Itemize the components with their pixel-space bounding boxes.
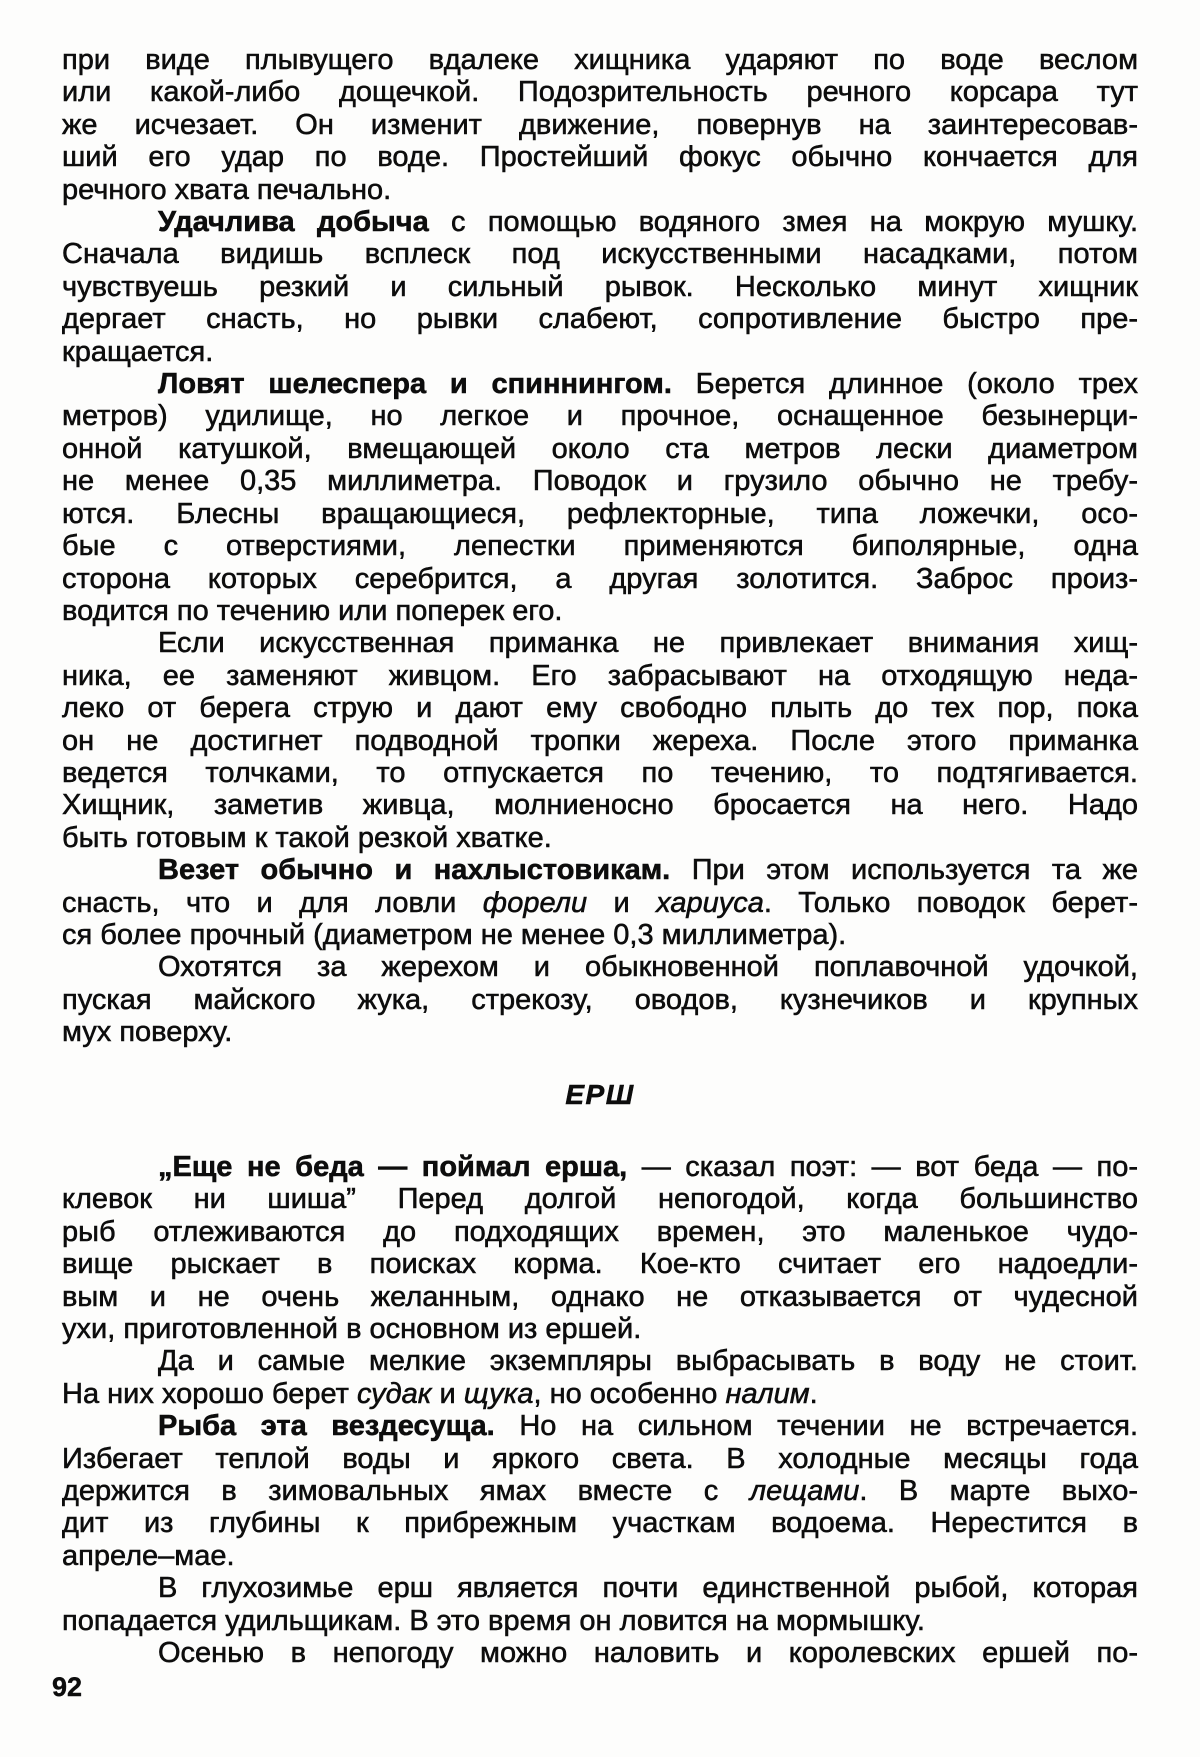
text-run: . xyxy=(809,1377,818,1410)
text-line xyxy=(62,1313,1138,1345)
paragraph xyxy=(62,854,1138,951)
text-run: Если искусственная приманка не привлекает внимания хищ- xyxy=(158,627,1138,660)
text-run: Везет обычно и нахлыстовикам. xyxy=(158,854,671,887)
text-run: дит из глубины к прибрежным участкам водоема. Нерестится в xyxy=(62,1507,1138,1540)
text-line xyxy=(62,627,1138,659)
text-line xyxy=(62,951,1138,983)
text-line xyxy=(62,174,1138,206)
text-run: хариуса xyxy=(656,886,764,919)
text-line xyxy=(62,1183,1138,1215)
text-run: бые с отверстиями, лепестки применяются биполярные, одна xyxy=(62,530,1138,563)
paragraph xyxy=(62,1151,1138,1345)
text-line xyxy=(62,1345,1138,1377)
text-run: Берется длинное (около трех xyxy=(671,368,1138,401)
text-run: При этом используется та же xyxy=(670,854,1138,887)
text-line xyxy=(62,1443,1138,1475)
text-run: налим xyxy=(725,1377,810,1410)
text-line xyxy=(62,1637,1138,1669)
text-run: держится в зимовальных ямах вместе с xyxy=(62,1475,750,1508)
text-line xyxy=(62,400,1138,432)
text-run: быть готовым к такой резкой хватке. xyxy=(62,821,552,854)
paragraph xyxy=(62,1637,1138,1669)
text-line xyxy=(62,303,1138,335)
text-line xyxy=(62,692,1138,724)
text-line xyxy=(62,530,1138,562)
text-run: и xyxy=(431,1377,464,1410)
text-line xyxy=(62,1475,1138,1507)
text-run: не менее 0,35 миллиметра. Поводок и грузило обычно не требу- xyxy=(62,465,1138,498)
text-line xyxy=(62,76,1138,108)
text-run: . Только поводок берет- xyxy=(763,886,1138,919)
text-run: Удачлива добыча xyxy=(158,206,429,239)
text-run: попадается удильщикам. В это время он ловится на мормышку. xyxy=(62,1604,925,1637)
text-line xyxy=(62,887,1138,919)
text-run: при виде плывущего вдалеке хищника ударяют по воде веслом xyxy=(62,44,1138,76)
text-run: речного хвата печально. xyxy=(62,173,392,206)
text-run: Рыба эта вездесуща. xyxy=(158,1410,495,1443)
text-run: Осенью в непогоду можно наловить и королевских ершей по- xyxy=(158,1637,1138,1670)
text-run: ются. Блесны вращающиеся, рефлекторные, типа ложечки, осо- xyxy=(62,497,1138,530)
text-run: чувствуешь резкий и сильный рывок. Несколько минут хищник xyxy=(62,270,1138,303)
text-run: вище рыскает в поисках корма. Кое-кто считает его надоедли- xyxy=(62,1248,1138,1281)
text-run: — сказал поэт: — вот беда — по- xyxy=(627,1151,1139,1183)
text-run: щука xyxy=(463,1377,534,1410)
text-run: Но на сильном течении не встречается. xyxy=(494,1410,1139,1443)
text-run: апреле–мае. xyxy=(62,1539,235,1572)
text-run: с помощью водяного змея на мокрую мушку. xyxy=(428,206,1139,239)
text-run: кращается. xyxy=(62,335,214,368)
text-run: Да и самые мелкие экземпляры выбрасывать в воду не стоит. xyxy=(158,1345,1138,1378)
text-run: же исчезает. Он изменит движение, повернув на заинтересовав- xyxy=(62,108,1138,141)
text-line xyxy=(62,660,1138,692)
text-line xyxy=(62,854,1138,886)
text-line xyxy=(62,336,1138,368)
text-run: ухи, приготовленной в основном из ершей. xyxy=(62,1313,642,1346)
text-run: ший его удар по воде. Простейший фокус обычно кончается для xyxy=(62,141,1138,174)
text-run: судак xyxy=(356,1377,432,1410)
paragraph xyxy=(62,951,1138,1048)
text-line xyxy=(62,1151,1138,1183)
text-run: леко от берега струю и дают ему свободно плыть до тех пор, пока xyxy=(62,692,1138,725)
text-line xyxy=(62,1410,1138,1442)
text-run: пуская майского жука, стрекозу, оводов, кузнечиков и крупных xyxy=(62,983,1138,1016)
text-run: Сначала видишь всплеск под искусственными насадками, потом xyxy=(62,238,1138,271)
paragraph xyxy=(62,44,1138,206)
text-line xyxy=(62,238,1138,270)
text-run: онной катушкой, вмещающей около ста метров лески диаметром xyxy=(62,432,1138,465)
text-line xyxy=(62,465,1138,497)
text-line xyxy=(62,109,1138,141)
text-run: ведется толчками, то отпускается по течению, то подтягивается. xyxy=(62,756,1138,789)
text-run: или какой-либо дощечкой. Подозрительность речного корсара тут xyxy=(62,76,1138,109)
text-line xyxy=(62,822,1138,854)
text-run: клевок ни шиша” Перед долгой непогодой, когда большинство xyxy=(62,1183,1138,1216)
text-run: На них хорошо берет xyxy=(62,1377,357,1410)
text-run: Хищник, заметив живца, молниеносно бросается на него. Надо xyxy=(62,789,1138,822)
text-run: вым и не очень желанным, однако не отказывается от чудесной xyxy=(62,1280,1138,1313)
text-run: „Еще не беда — поймал ерша, xyxy=(158,1151,628,1183)
paragraph xyxy=(62,1572,1138,1637)
text-run: сторона которых серебрится, а другая золотится. Заброс произ- xyxy=(62,562,1138,595)
text-line xyxy=(62,1378,1138,1410)
text-line xyxy=(62,433,1138,465)
text-run: снасть, что и для ловли xyxy=(62,886,483,919)
text-run: и xyxy=(587,886,657,919)
text-line xyxy=(62,1507,1138,1539)
page-text-block xyxy=(62,44,1138,1670)
text-line xyxy=(62,44,1138,76)
paragraph xyxy=(62,368,1138,627)
text-line xyxy=(62,368,1138,400)
text-run: , но особенно xyxy=(533,1377,726,1410)
text-run: мух поверху. xyxy=(62,1016,233,1049)
text-run: дергает снасть, но рывки слабеют, сопротивление быстро пре- xyxy=(62,303,1138,336)
text-run: ся более прочный (диаметром не менее 0,3 миллиметра). xyxy=(62,918,847,951)
text-run: форели xyxy=(482,886,588,919)
bottom-paragraphs xyxy=(62,1151,1138,1670)
text-line xyxy=(62,141,1138,173)
text-line xyxy=(62,1572,1138,1604)
paragraph xyxy=(62,206,1138,368)
page-number: 92 xyxy=(52,1672,83,1702)
text-line xyxy=(62,725,1138,757)
text-line xyxy=(62,919,1138,951)
text-line xyxy=(62,1248,1138,1280)
text-run: . В марте выхо- xyxy=(859,1475,1138,1508)
text-line xyxy=(62,757,1138,789)
text-run: рыб отлеживаются до подходящих времен, это маленькое чудо- xyxy=(62,1215,1138,1248)
text-line xyxy=(62,1216,1138,1248)
text-line xyxy=(62,1281,1138,1313)
text-line xyxy=(62,984,1138,1016)
text-line xyxy=(62,498,1138,530)
section-heading: ЕРШ xyxy=(565,1078,635,1110)
text-run: ника, ее заменяют живцом. Его забрасывают на отходящую неда- xyxy=(62,659,1138,692)
text-run: лещами xyxy=(749,1475,860,1508)
text-run: Ловят шелеспера и спиннингом. xyxy=(158,368,672,401)
text-line xyxy=(62,1540,1138,1572)
text-line xyxy=(62,1016,1138,1048)
text-run: он не достигнет подводной тропки жереха. После этого приманка xyxy=(62,724,1138,757)
text-run: Избегает теплой воды и яркого света. В холодные месяцы года xyxy=(62,1442,1138,1475)
text-line xyxy=(62,1605,1138,1637)
text-line xyxy=(62,271,1138,303)
text-run: В глухозимье ерш является почти единственной рыбой, которая xyxy=(158,1572,1138,1605)
top-paragraphs xyxy=(62,44,1138,1049)
text-line xyxy=(62,789,1138,821)
paragraph xyxy=(62,1345,1138,1410)
text-run: метров) удилище, но легкое и прочное, оснащенное безынерци- xyxy=(62,400,1138,433)
text-run: Охотятся за жерехом и обыкновенной поплавочной удочкой, xyxy=(158,951,1138,984)
text-run: водится по течению или поперек его. xyxy=(62,594,563,627)
paragraph xyxy=(62,627,1138,854)
text-line xyxy=(62,563,1138,595)
text-line xyxy=(62,595,1138,627)
text-line xyxy=(62,206,1138,238)
paragraph xyxy=(62,1410,1138,1572)
